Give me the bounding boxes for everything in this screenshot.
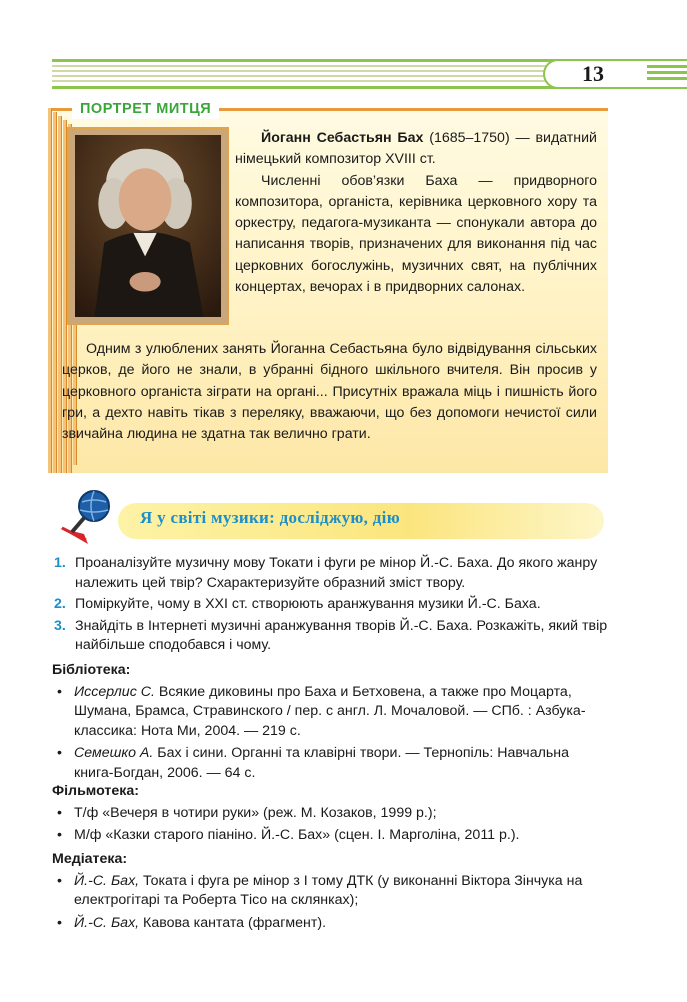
- mediateka-section: [52, 850, 612, 936]
- film-item: • М/ф «Казки старого піаніно. Й.-С. Бах» (сцен. І. Марголіна, 2011 р.).: [57, 827, 520, 843]
- library-item: • Семешко А. Бах і сини. Органні та клавірні твори. — Тернопіль: Навчальна книга-Богдан, 2006. — 64 с.: [57, 745, 569, 781]
- story-paragraph: Одним з улюблених занять Йоганна Себастьяна було відвідування сільських церков, де його не знали, в убранні бідного шкільного вчителя. Він просив у церковного органіста зіграти на органі... Присутніх вражала міць і пишність його гри, а дехто навіть тікав з переляку, вважаючи, що без допомоги нечистої сили звичайна людина не здатна так велично грати.: [62, 341, 597, 443]
- library-section: [52, 661, 612, 786]
- task-list: [54, 554, 608, 658]
- globe-magnifier-icon: [58, 488, 122, 546]
- biography-text: [235, 128, 597, 298]
- mediateka-heading: Медіатека:: [52, 851, 128, 867]
- composer-name: Йоганн Себастьян Бах: [261, 130, 424, 146]
- banner-title: Я у світі музики: досліджую, дію: [140, 508, 400, 527]
- filmography-heading: Фільмотека:: [52, 783, 139, 799]
- media-item: • Й.-С. Бах, Токата і фуга ре мінор з І тому ДТК (у виконанні Віктора Зінчука на електрогітарі та Роберта Тісо на склянках);: [57, 872, 583, 908]
- page-number: 13: [582, 61, 604, 86]
- task-item: 1. Проаналізуйте музичну мову Токати і фуги ре мінор Й.-С. Баха. До якого жанру належить цей твір? Схарактеризуйте образний зміст твору.: [54, 555, 598, 591]
- task-item: 2. Поміркуйте, чому в XXI ст. створюють аранжування музики Й.-С. Баха.: [54, 596, 541, 612]
- task-item: 3. Знайдіть в Інтернеті музичні аранжування творів Й.-С. Баха. Розкажіть, який твір найбільше сподобався і чому.: [54, 617, 608, 653]
- story-text: [62, 339, 597, 445]
- bio-dates: (1685–1750) — видатний німецький композитор XVIII ст.: [235, 130, 597, 168]
- composer-portrait-image: [75, 135, 221, 317]
- library-item: • Иссерлис С. Всякие диковины про Баха и Бетховена, а также про Моцарта, Шумана, Брамса, Стравинского / пер. с англ. Л. Мочаловой. — СПб. : Азбука-классика: Нота Ми, 2004. — 219 с.: [57, 683, 586, 739]
- bio-duties: Численні обов’язки Баха — придворного композитора, органіста, керівника церковного хору та оркестру, педагога-музиканта — спонукали автора до написання творів, призначених для виконання під час церковних богослужінь, музичних свят, на публічних концертах, вечорах і в придворних салонах.: [235, 172, 597, 296]
- section-label: ПОРТРЕТ МИТЦЯ: [72, 99, 219, 119]
- film-item: • Т/ф «Вечеря в чотири руки» (реж. М. Козаков, 1999 р.);: [57, 804, 437, 821]
- media-item: • Й.-С. Бах, Кавова кантата (фрагмент).: [57, 914, 327, 931]
- filmography-section: [52, 782, 612, 849]
- composer-portrait: [67, 127, 229, 325]
- library-heading: Бібліотека:: [52, 662, 131, 678]
